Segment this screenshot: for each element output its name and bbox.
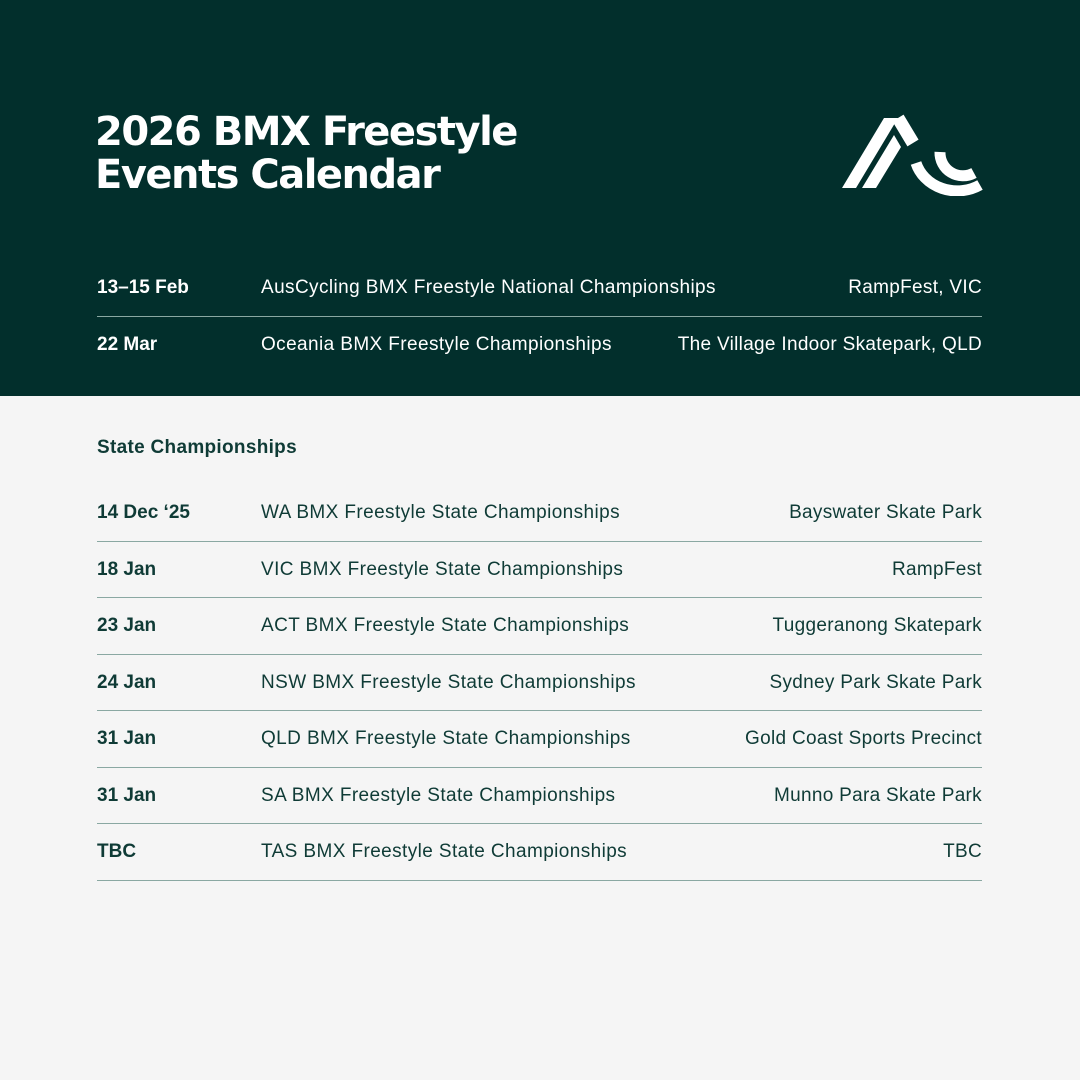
title-line-1: 2026 BMX Freestyle [95,109,517,155]
page-title [95,111,517,197]
state-event-row [97,655,982,712]
event-venue: TBC [943,841,982,862]
event-date: 24 Jan [97,671,157,693]
state-events-table [97,485,982,881]
state-event-row [97,711,982,768]
event-name: QLD BMX Freestyle State Championships [261,728,631,749]
event-date: 18 Jan [97,558,157,580]
event-date: 13–15 Feb [97,277,189,298]
event-name: VIC BMX Freestyle State Championships [261,558,624,580]
event-name: Oceania BMX Freestyle Championships [261,333,612,355]
event-venue: RampFest, VIC [848,277,982,298]
state-championships-heading: State Championships [97,437,297,458]
event-date: TBC [97,841,137,862]
major-events-table [97,260,982,373]
event-date: 23 Jan [97,615,157,636]
title-line-2: Events Calendar [95,152,440,198]
event-name: ACT BMX Freestyle State Championships [261,615,630,636]
state-event-row [97,768,982,825]
event-date: 22 Mar [97,333,158,355]
event-date: 14 Dec ‘25 [97,502,190,523]
event-name: NSW BMX Freestyle State Championships [261,671,636,693]
event-venue: Tuggeranong Skatepark [772,615,982,636]
major-event-row [97,317,982,374]
event-date: 31 Jan [97,728,157,749]
state-event-row [97,598,982,655]
event-date: 31 Jan [97,784,157,806]
state-event-row [97,824,982,881]
ausc-mountain-logo-icon [838,108,986,196]
state-event-row [97,542,982,599]
event-venue: RampFest [891,558,982,580]
event-venue: Munno Para Skate Park [773,784,982,806]
header-banner [0,0,1080,396]
event-venue: Sydney Park Skate Park [769,671,982,693]
event-name: TAS BMX Freestyle State Championships [261,841,628,862]
event-name: AusCycling BMX Freestyle National Championships [261,277,716,298]
event-venue: Bayswater Skate Park [789,502,982,523]
event-venue: The Village Indoor Skatepark, QLD [677,333,982,355]
event-name: WA BMX Freestyle State Championships [261,502,620,523]
state-event-row [97,485,982,542]
event-name: SA BMX Freestyle State Championships [261,784,616,806]
event-venue: Gold Coast Sports Precinct [745,728,982,749]
major-event-row [97,260,982,317]
